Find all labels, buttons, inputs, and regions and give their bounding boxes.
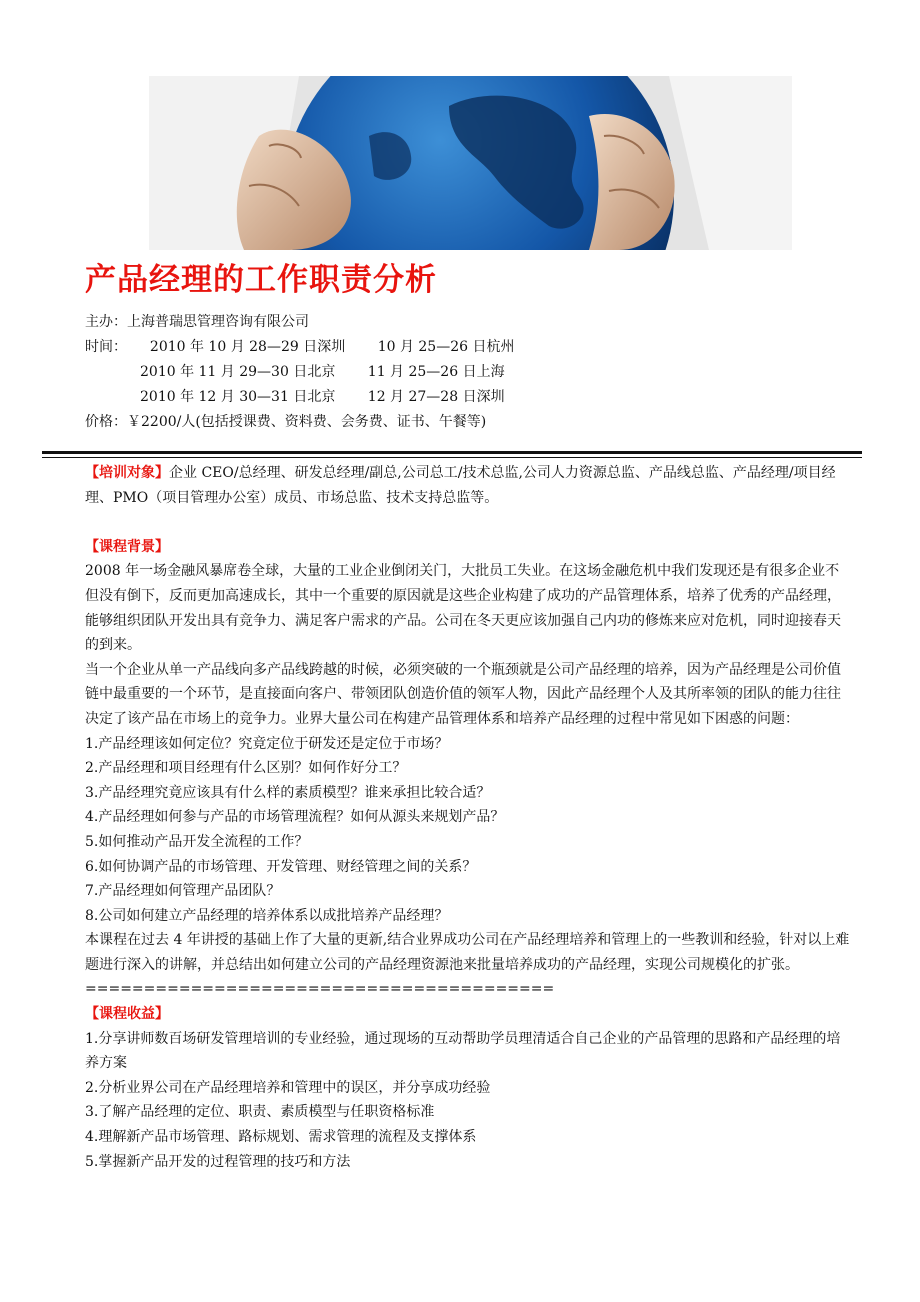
schedule-row-1	[85, 335, 514, 360]
benefits-tag: 【课程收益】	[85, 1006, 169, 1023]
sponsor-line: 主办：上海普瑞思管理咨询有限公司	[85, 314, 309, 330]
benefit-item: 5.掌握新产品开发的过程管理的技巧和方法	[85, 1153, 351, 1170]
schedule-date-a: 2010 年 11 月 29—30 日北京	[140, 364, 336, 380]
price-line: 价格：￥2200/人(包括授课费、资料费、会务费、证书、午餐等)	[85, 414, 487, 430]
benefit-item: 1.分享讲师数百场研发管理培训的专业经验，通过现场的互动帮助学员理清适合自己企业的产品管理的思路和产品经理的培养方案	[85, 1030, 841, 1072]
question-item: 1.产品经理该如何定位？究竟定位于研发还是定位于市场？	[85, 735, 449, 752]
background-tag: 【课程背景】	[85, 538, 169, 555]
question-item: 7.产品经理如何管理产品团队？	[85, 883, 281, 900]
schedule-date-a: 2010 年 10 月 28—29 日深圳	[149, 339, 346, 355]
question-item: 3.产品经理究竟应该具有什么样的素质模型？谁来承担比较合适？	[85, 784, 491, 801]
schedule-row-3	[85, 385, 514, 410]
divider-thick	[42, 451, 862, 454]
globe-in-hands-illustration	[149, 76, 792, 250]
background-paragraph-1: 2008 年一场金融风暴席卷全球，大量的工业企业倒闭关门，大批员工失业。在这场金融危机中我们发现还是有很多企业不但没有倒下，反而更加高速成长，其中一个重要的原因就是这些企业构建了成功的产品管理体系，培养了优秀的产品经理，能够组织团队开发出具有竞争力、满足客户需求的产品。公司在冬天更应该加强自己内功的修炼来应对危机，同时迎接春天的到来。	[85, 563, 841, 654]
schedule-date-b: 11 月 25—26 日上海	[367, 364, 505, 380]
audience-tag: 【培训对象】	[85, 465, 169, 481]
schedule-row-2	[85, 360, 514, 385]
course-content	[85, 461, 850, 1174]
schedule-date-a: 2010 年 12 月 30—31 日北京	[140, 389, 336, 405]
schedule-date-b: 10 月 25—26 日杭州	[377, 339, 515, 355]
schedule-date-b: 12 月 27—28 日深圳	[367, 389, 505, 405]
background-paragraph-2: 当一个企业从单一产品线向多产品线跨越的时候，必须突破的一个瓶颈就是公司产品经理的培养，因为产品经理是公司价值链中最重要的一个环节，是直接面向客户、带领团队创造价值的领军人物，因此产品经理个人及其所率领的团队的能力往往决定了该产品在市场上的竞争力。业界大量公司在构建产品管理体系和培养产品经理的过程中常见如下困惑的问题：	[85, 661, 841, 727]
benefit-item: 3.了解产品经理的定位、职责、素质模型与任职资格标准	[85, 1104, 435, 1121]
question-item: 6.如何协调产品的市场管理、开发管理、财经管理之间的关系？	[85, 858, 477, 875]
divider-thin	[42, 457, 862, 458]
header-banner-image	[149, 76, 792, 250]
audience-text: 企业 CEO/总经理、研发总经理/副总,公司总工/技术总监,公司人力资源总监、产品线总监、产品经理/项目经理、PMO（项目管理办公室）成员、市场总监、技术支持总监等。	[85, 465, 836, 506]
course-info	[85, 310, 514, 435]
separator-line: ========================================	[85, 981, 555, 998]
question-item: 8.公司如何建立产品经理的培养体系以成批培养产品经理？	[85, 907, 449, 924]
question-item: 2.产品经理和项目经理有什么区别？如何作好分工？	[85, 760, 407, 777]
question-item: 4.产品经理如何参与产品的市场管理流程？如何从源头来规划产品？	[85, 809, 505, 826]
benefit-item: 2.分析业界公司在产品经理培养和管理中的误区，并分享成功经验	[85, 1079, 491, 1096]
background-paragraph-3: 本课程在过去 4 年讲授的基础上作了大量的更新,结合业界成功公司在产品经理培养和管理上的一些教训和经验，针对以上难题进行深入的讲解，并总结出如何建立公司的产品经理资源池来批量培养成功的产品经理，实现公司规模化的扩张。	[85, 932, 850, 973]
time-label: 时间：	[85, 339, 127, 355]
benefit-item: 4.理解新产品市场管理、路标规划、需求管理的流程及支撑体系	[85, 1129, 477, 1146]
audience-section	[85, 461, 850, 510]
page-title: 产品经理的工作职责分析	[85, 262, 437, 298]
question-item: 5.如何推动产品开发全流程的工作？	[85, 833, 309, 850]
